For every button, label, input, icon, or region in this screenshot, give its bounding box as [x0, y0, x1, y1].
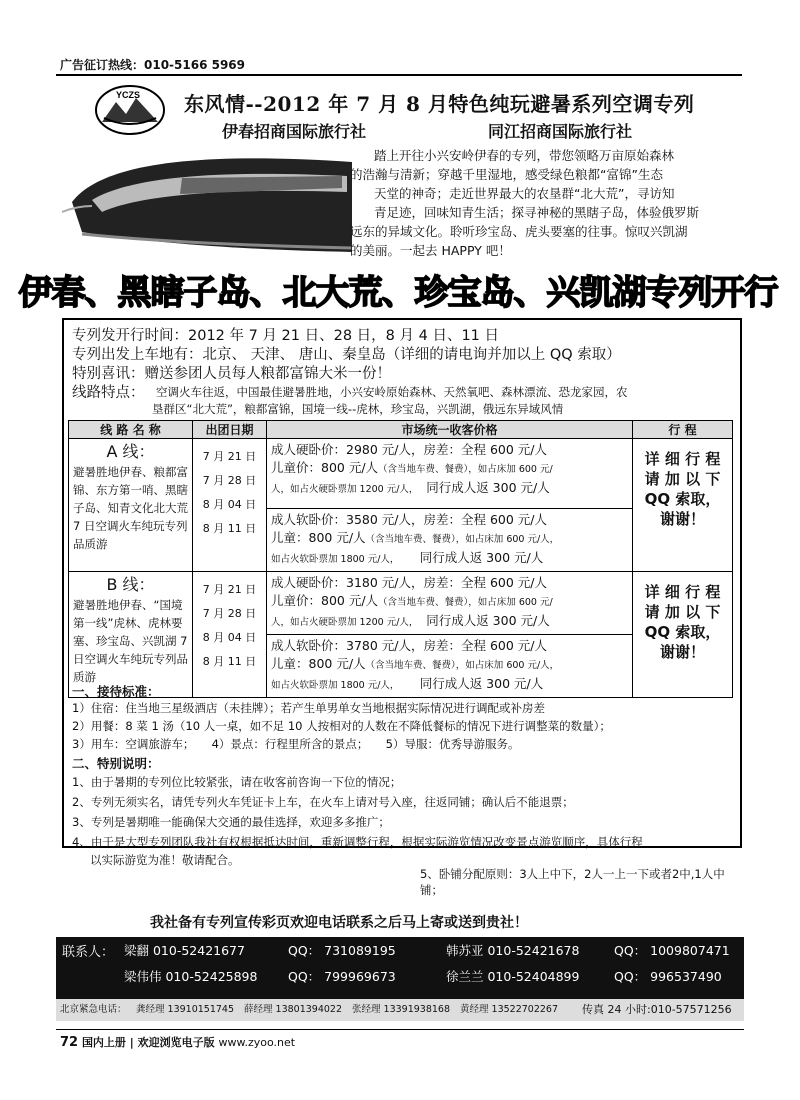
date-item: 7 月 21 日: [202, 450, 257, 463]
price-note: （含当地车费、餐费），如占床加 600 元/: [378, 597, 553, 608]
route-a-name: A 线：: [106, 442, 155, 461]
agency-yichun: 伊春招商国际旅行社: [222, 122, 367, 141]
price-line: 儿童价：800 元/人: [271, 460, 379, 475]
footer-section: 国内上册: [81, 1036, 126, 1049]
slogan: 我社备有专列宣传彩页欢迎电话联系之后马上寄或送到贵社！: [150, 915, 528, 931]
date-item: 7 月 21 日: [202, 583, 257, 596]
table-header-row: [69, 421, 733, 439]
price-line: 儿童：800 元/人: [271, 530, 366, 545]
features-label: 线路特点：: [72, 385, 145, 401]
footer-text: 欢迎浏览电子版: [137, 1036, 215, 1049]
page-title: 东风情--2012 年 7 月 8 月特色纯玩避暑系列空调专列: [184, 92, 695, 116]
date-item: 8 月 04 日: [202, 498, 257, 511]
intro-line: 青足迹，回味知青生活；探寻神秘的黑瞎子岛，体验俄罗斯: [374, 205, 700, 220]
footer-url: www.zyoo.net: [218, 1036, 296, 1049]
price-line: 成人硬卧价：3180 元/人，房差：全程 600 元/人: [271, 575, 548, 590]
reception-item-2: 2）用餐：8 菜 1 汤（10 人一桌，如不足 10 人按相对的人数在不降低餐标的情况下进行调整菜的数量）；: [72, 719, 611, 733]
train-illustration: [62, 142, 362, 262]
logo-text: YCZS: [116, 90, 141, 100]
fax-line: 传真 24 小时:010-57571256: [582, 1003, 732, 1016]
price-table: [68, 420, 733, 698]
itin-line: QQ 索取，: [644, 490, 721, 508]
banner-headline: [18, 262, 778, 322]
header-route: 线 路 名 称: [69, 421, 193, 439]
special-item-3: 3、专列是暑期唯一能确保大交通的最佳选择，欢迎多多推广；: [72, 815, 390, 829]
price-note: 如占火软卧票加 1800 元/人，: [271, 680, 395, 691]
page-footer: [60, 1034, 295, 1050]
features-line-2: 垦群区“北大荒”，粮都富锦，国境一线--虎林，珍宝岛，兴凯湖，俄远东异域风情: [152, 402, 564, 416]
itin-line: 详 细 行 程: [644, 583, 721, 601]
date-item: 7 月 28 日: [202, 607, 257, 620]
price-line: 同行成人返 300 元/人: [426, 613, 550, 628]
price-note: 如占火软卧票加 1800 元/人，: [271, 554, 395, 565]
banner-text: 伊春、黑瞎子岛、北大荒、珍宝岛、兴凯湖专列开行: [18, 273, 778, 313]
header-dates: 出团日期: [193, 421, 267, 439]
agency-tongjiang: 同江招商国际旅行社: [488, 122, 633, 141]
page-number: 72: [60, 1035, 79, 1050]
emergency-contact: 张经理 13391938168: [352, 1004, 451, 1015]
contact-4: 徐兰兰 010-52404899: [446, 969, 580, 984]
special-item-5: 5、卧铺分配原则：3人上中下，2人一上一下或者2中,1人中铺；: [420, 867, 725, 897]
route-b-itinerary: [633, 572, 733, 698]
contact-bar: [56, 937, 744, 999]
intro-paragraph: [350, 146, 730, 260]
intro-line: 天堂的神奇；走近世界最大的农垦群“北大荒”，寻访知: [374, 186, 675, 201]
date-item: 8 月 11 日: [202, 655, 257, 668]
price-note: 人，如占火硬卧票加 1200 元/人，: [271, 484, 414, 495]
contact-2-qq: QQ： 1009807471: [614, 943, 730, 958]
intro-line: 的浩瀚与清新；穿越千里湿地，感受绿色粮都“富锦”生态: [350, 167, 663, 182]
price-note: （含当地车费、餐费），如占床加 600 元/人，: [365, 534, 560, 545]
date-item: 7 月 28 日: [202, 474, 257, 487]
price-line: 同行成人返 300 元/人: [426, 480, 550, 495]
itin-line: 谢谢！: [659, 510, 705, 528]
special-gift: 特别喜讯：赠送参团人员每人粮都富锦大米一份！: [72, 366, 391, 382]
date-item: 8 月 04 日: [202, 631, 257, 644]
special-item-2: 2、专列无须实名，请凭专列火车凭证卡上车，在火车上请对号入座，往返同铺；确认后不能退票；: [72, 795, 574, 809]
route-a-itinerary: [633, 439, 733, 572]
route-b: [69, 572, 193, 698]
route-b-desc: 避暑胜地伊春、“国境第一线”虎林、虎林要塞、珍宝岛、兴凯湖 7 日空调火车纯玩专列品质游: [73, 598, 188, 684]
route-b-name: B 线：: [106, 575, 155, 594]
route-a-soft-sleeper: [267, 509, 633, 572]
header-price: 市场统一收客价格: [267, 421, 633, 439]
intro-line: 的美丽。一起去 HAPPY 吧！: [350, 243, 511, 258]
ad-hotline: 广告征订热线：010-5166 5969: [60, 58, 246, 72]
departure-times: 专列发开行时间：2012 年 7 月 21 日、28 日，8 月 4 日、11 日: [72, 328, 500, 344]
price-line: 成人硬卧价：2980 元/人，房差：全程 600 元/人: [271, 442, 548, 457]
contact-3: 梁伟伟 010-52425898: [124, 969, 258, 984]
price-note: 人，如占火硬卧票加 1200 元/人，: [271, 617, 414, 628]
intro-line: 踏上开往小兴安岭伊春的专列，带您领略万亩原始森林: [374, 148, 675, 163]
contact-1-qq: QQ： 731089195: [288, 943, 396, 958]
contact-2: 韩苏亚 010-52421678: [446, 943, 580, 958]
contact-label: 联系人：: [62, 945, 115, 960]
emergency-bar: [56, 999, 744, 1021]
boarding-cities: 专列出发上车地有：北京、 天津、 唐山、秦皇岛（详细的请电询并加以上 QQ 索取）: [72, 347, 621, 363]
contact-3-qq: QQ： 799969673: [288, 969, 396, 984]
special-item-1: 1、由于暑期的专列位比较紧张，请在收客前咨询一下位的情况；: [72, 775, 402, 789]
special-heading: 二、特别说明：: [72, 756, 160, 771]
table-row: [69, 572, 733, 635]
special-item-4-cont: 以实际游览为准！敬请配合。: [90, 853, 240, 867]
itin-line: 详 细 行 程: [644, 450, 721, 468]
footer-divider: |: [129, 1036, 134, 1049]
price-line: 成人软卧价：3780 元/人，房差：全程 600 元/人: [271, 638, 548, 653]
date-item: 8 月 11 日: [202, 522, 257, 535]
price-line: 成人软卧价：3580 元/人，房差：全程 600 元/人: [271, 512, 548, 527]
itin-line: QQ 索取，: [644, 623, 721, 641]
price-note: （含当地车费、餐费），如占床加 600 元/人，: [365, 660, 560, 671]
header-itinerary: 行 程: [633, 421, 733, 439]
price-line: 儿童价：800 元/人: [271, 593, 379, 608]
price-line: 儿童：800 元/人: [271, 656, 366, 671]
emergency-contact: 薛经理 13801394022: [244, 1004, 343, 1015]
reception-item-3: 3）用车：空调旅游车； 4）景点：行程里所含的景点； 5）导服：优秀导游服务。: [72, 737, 520, 751]
route-b-dates: [193, 572, 267, 698]
special-item-4: 4、由于是大型专列团队我社有权根据抵达时间，重新调整行程，根据实际游览情况改变景点游览顺序，具体行程: [72, 835, 643, 849]
intro-line: 远东的异域文化。聆听珍宝岛、虎头要塞的往事。惊叹兴凯湖: [350, 224, 688, 239]
route-b-soft-sleeper: [267, 635, 633, 698]
header-rule: [56, 74, 742, 76]
emergency-contact: 黄经理 13522702267: [460, 1004, 559, 1015]
route-a-hard-sleeper: [267, 439, 633, 509]
contact-4-qq: QQ： 996537490: [614, 969, 722, 984]
footer-rule: [56, 1029, 744, 1030]
route-a: [69, 439, 193, 572]
itin-line: 谢谢！: [659, 643, 705, 661]
contact-1: 梁翻 010-52421677: [124, 943, 245, 958]
emergency-contact: 龚经理 13910151745: [136, 1004, 235, 1015]
reception-item-1: 1）住宿：住当地三星级酒店（未挂牌）；若产生单男单女当地根据实际情况进行调配或补房差: [72, 701, 546, 715]
price-line: 同行成人返 300 元/人: [419, 676, 544, 691]
price-line: 同行成人返 300 元/人: [419, 550, 544, 565]
route-a-desc: 避暑胜地伊春、粮都富锦、东方第一哨、黑瞎子岛、知青文化北大荒 7 日空调火车纯玩专列品质游: [73, 465, 188, 551]
reception-heading: 一、接待标准：: [72, 684, 160, 699]
route-b-hard-sleeper: [267, 572, 633, 635]
route-a-dates: [193, 439, 267, 572]
itin-line: 请 加 以 下: [644, 470, 721, 488]
agency-logo: [94, 84, 166, 136]
emergency-label: 北京紧急电话：: [60, 1004, 127, 1015]
table-row: [69, 439, 733, 509]
price-note: （含当地车费、餐费），如占床加 600 元/: [378, 464, 553, 475]
itin-line: 请 加 以 下: [644, 603, 721, 621]
features-line-1: 空调火车往返，中国最佳避暑胜地，小兴安岭原始森林、天然氧吧、森林漂流、恐龙家园，农: [156, 385, 628, 399]
